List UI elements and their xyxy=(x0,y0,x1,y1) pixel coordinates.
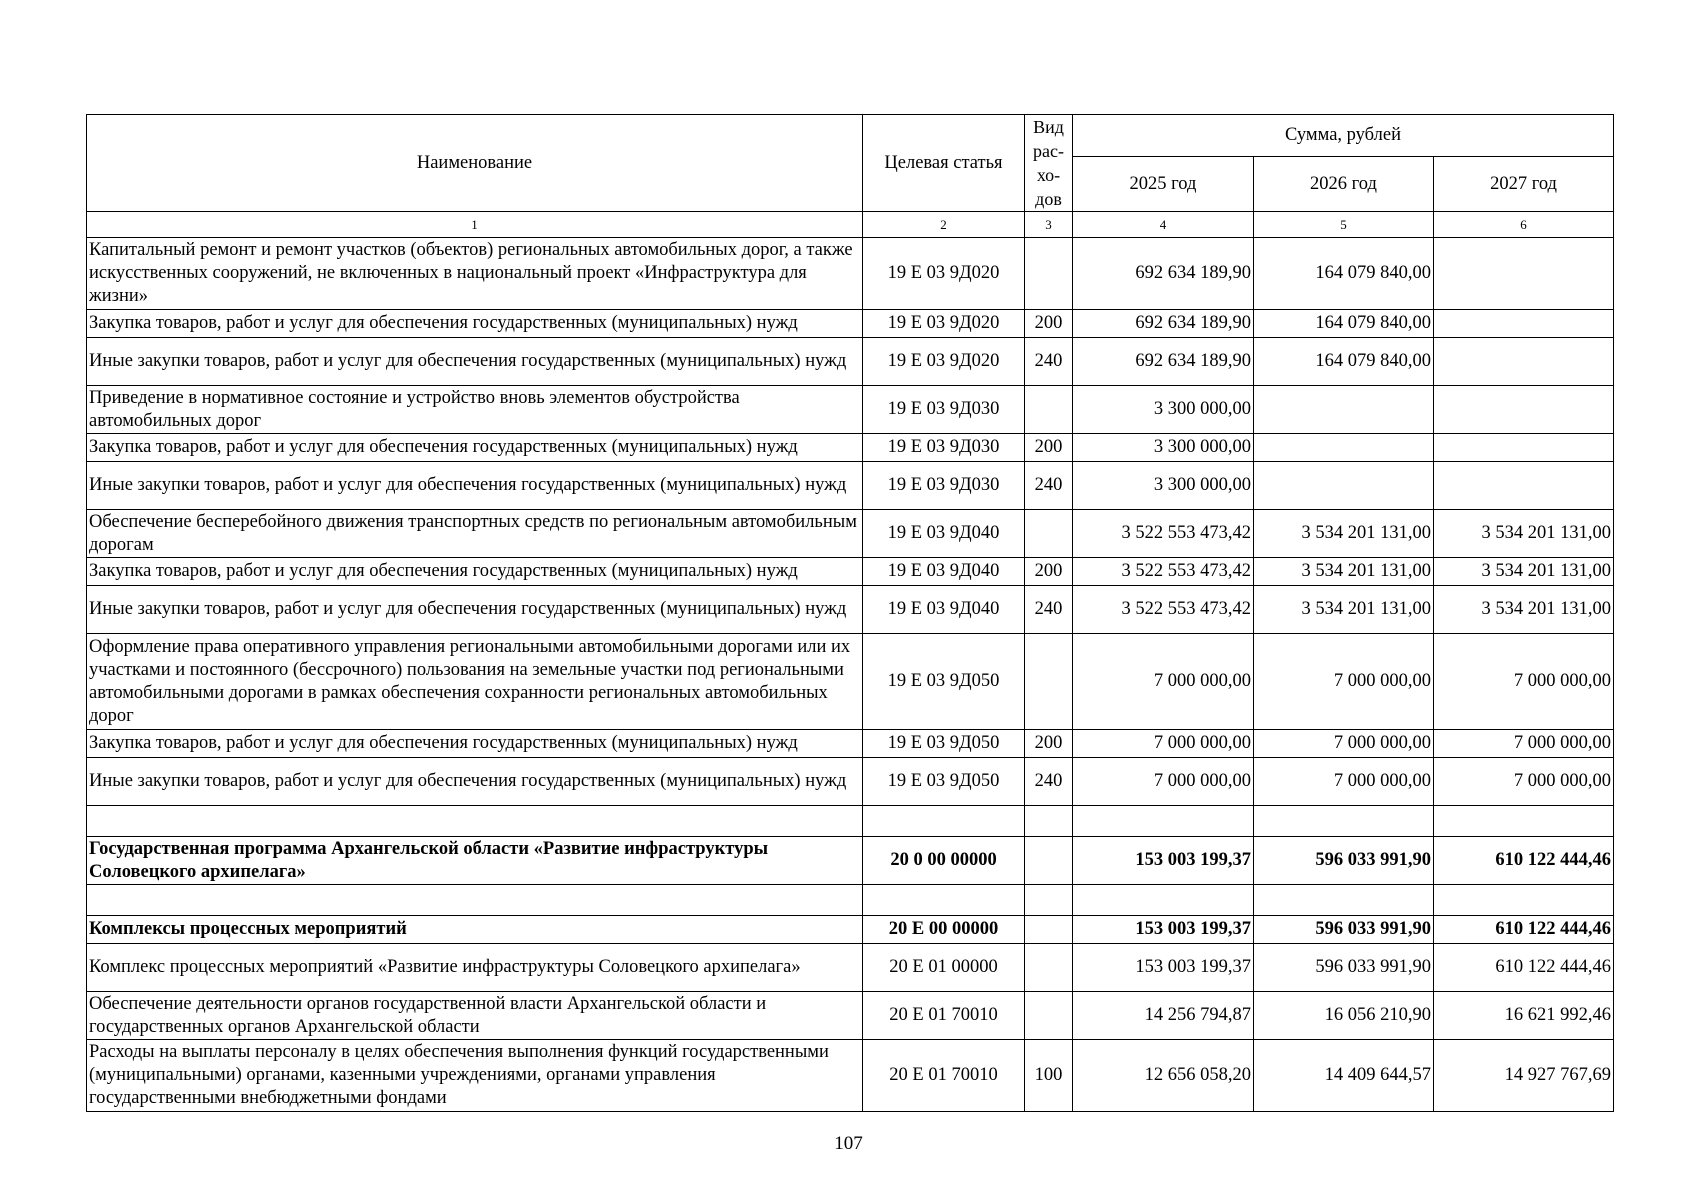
row-target-article: 19 Е 03 9Д050 xyxy=(863,730,1025,758)
row-sum-2026 xyxy=(1254,434,1434,462)
row-target-article: 19 Е 03 9Д020 xyxy=(863,338,1025,386)
row-sum-2027: 3 534 201 131,00 xyxy=(1434,510,1614,558)
column-number: 5 xyxy=(1254,212,1434,238)
row-sum-2026: 7 000 000,00 xyxy=(1254,730,1434,758)
row-sum-2025: 3 522 553 473,42 xyxy=(1073,586,1254,634)
column-number-row xyxy=(87,212,1614,238)
row-name: Обеспечение деятельности органов государственной власти Архангельской области и государственных органов Архангельской области xyxy=(87,992,863,1040)
table-row xyxy=(87,634,1614,730)
row-sum-2025: 12 656 058,20 xyxy=(1073,1040,1254,1112)
header-year-2027: 2027 год xyxy=(1434,157,1614,212)
row-sum-2025 xyxy=(1073,806,1254,837)
row-name xyxy=(87,885,863,916)
header-row xyxy=(87,115,1614,157)
row-target-article xyxy=(863,806,1025,837)
table-row xyxy=(87,238,1614,310)
table-row xyxy=(87,310,1614,338)
table-row xyxy=(87,586,1614,634)
row-target-article: 19 Е 03 9Д020 xyxy=(863,238,1025,310)
row-sum-2025: 692 634 189,90 xyxy=(1073,310,1254,338)
row-expense-type: 240 xyxy=(1025,338,1073,386)
row-sum-2025: 153 003 199,37 xyxy=(1073,916,1254,944)
row-sum-2025: 7 000 000,00 xyxy=(1073,730,1254,758)
header-year-2025: 2025 год xyxy=(1073,157,1254,212)
table-row xyxy=(87,806,1614,837)
row-sum-2026: 16 056 210,90 xyxy=(1254,992,1434,1040)
row-sum-2025: 692 634 189,90 xyxy=(1073,238,1254,310)
row-target-article: 20 Е 01 70010 xyxy=(863,992,1025,1040)
table-row xyxy=(87,1040,1614,1112)
column-number: 3 xyxy=(1025,212,1073,238)
table-row xyxy=(87,386,1614,434)
row-expense-type: 200 xyxy=(1025,310,1073,338)
row-name: Закупка товаров, работ и услуг для обеспечения государственных (муниципальных) нужд xyxy=(87,310,863,338)
row-name: Государственная программа Архангельской области «Развитие инфраструктуры Соловецкого архипелага» xyxy=(87,837,863,885)
table-row xyxy=(87,558,1614,586)
row-sum-2027: 7 000 000,00 xyxy=(1434,730,1614,758)
row-sum-2025: 7 000 000,00 xyxy=(1073,634,1254,730)
row-sum-2027 xyxy=(1434,806,1614,837)
column-number: 6 xyxy=(1434,212,1614,238)
row-name: Закупка товаров, работ и услуг для обеспечения государственных (муниципальных) нужд xyxy=(87,730,863,758)
header-sum: Сумма, рублей xyxy=(1073,115,1614,157)
row-name: Приведение в нормативное состояние и устройство вновь элементов обустройства автомобильных дорог xyxy=(87,386,863,434)
table-body xyxy=(87,238,1614,1112)
row-sum-2027: 16 621 992,46 xyxy=(1434,992,1614,1040)
row-expense-type: 200 xyxy=(1025,434,1073,462)
row-name: Иные закупки товаров, работ и услуг для обеспечения государственных (муниципальных) нужд xyxy=(87,758,863,806)
row-name: Оформление права оперативного управления региональными автомобильными дорогами или их участками и постоянного (бессрочного) пользования на земельные участки под региональными автомобильными дорогами в рамках обеспечения сохранности региональных автомобильных дорог xyxy=(87,634,863,730)
row-sum-2027: 610 122 444,46 xyxy=(1434,916,1614,944)
row-target-article: 19 Е 03 9Д030 xyxy=(863,462,1025,510)
row-target-article xyxy=(863,885,1025,916)
header-year-2026: 2026 год xyxy=(1254,157,1434,212)
row-sum-2026 xyxy=(1254,885,1434,916)
row-sum-2025: 7 000 000,00 xyxy=(1073,758,1254,806)
row-sum-2026 xyxy=(1254,806,1434,837)
row-sum-2027 xyxy=(1434,885,1614,916)
row-sum-2026: 3 534 201 131,00 xyxy=(1254,586,1434,634)
row-sum-2026: 596 033 991,90 xyxy=(1254,944,1434,992)
table-row xyxy=(87,758,1614,806)
row-name: Капитальный ремонт и ремонт участков (объектов) региональных автомобильных дорог, а также искусственных сооружений, не включенных в национальный проект «Инфраструктура для жизни» xyxy=(87,238,863,310)
row-sum-2026 xyxy=(1254,462,1434,510)
row-target-article: 19 Е 03 9Д040 xyxy=(863,510,1025,558)
column-number: 2 xyxy=(863,212,1025,238)
row-sum-2027 xyxy=(1434,434,1614,462)
row-expense-type xyxy=(1025,238,1073,310)
row-sum-2027: 7 000 000,00 xyxy=(1434,758,1614,806)
row-sum-2027: 610 122 444,46 xyxy=(1434,837,1614,885)
row-expense-type xyxy=(1025,386,1073,434)
row-expense-type xyxy=(1025,916,1073,944)
row-name: Закупка товаров, работ и услуг для обеспечения государственных (муниципальных) нужд xyxy=(87,434,863,462)
row-target-article: 19 Е 03 9Д030 xyxy=(863,386,1025,434)
row-target-article: 19 Е 03 9Д040 xyxy=(863,586,1025,634)
row-sum-2026: 14 409 644,57 xyxy=(1254,1040,1434,1112)
row-expense-type xyxy=(1025,806,1073,837)
row-sum-2027 xyxy=(1434,338,1614,386)
row-sum-2027: 14 927 767,69 xyxy=(1434,1040,1614,1112)
row-target-article: 19 Е 03 9Д040 xyxy=(863,558,1025,586)
row-target-article: 20 Е 01 70010 xyxy=(863,1040,1025,1112)
row-target-article: 20 Е 00 00000 xyxy=(863,916,1025,944)
column-number: 1 xyxy=(87,212,863,238)
row-sum-2026: 164 079 840,00 xyxy=(1254,238,1434,310)
row-name: Иные закупки товаров, работ и услуг для обеспечения государственных (муниципальных) нужд xyxy=(87,338,863,386)
row-sum-2026: 596 033 991,90 xyxy=(1254,837,1434,885)
row-sum-2025: 14 256 794,87 xyxy=(1073,992,1254,1040)
row-sum-2025 xyxy=(1073,885,1254,916)
row-expense-type xyxy=(1025,634,1073,730)
row-name: Комплексы процессных мероприятий xyxy=(87,916,863,944)
table-row xyxy=(87,837,1614,885)
row-sum-2026: 7 000 000,00 xyxy=(1254,758,1434,806)
row-sum-2027 xyxy=(1434,238,1614,310)
row-sum-2025: 3 300 000,00 xyxy=(1073,434,1254,462)
row-expense-type xyxy=(1025,885,1073,916)
table-row xyxy=(87,992,1614,1040)
table-row xyxy=(87,462,1614,510)
table-row xyxy=(87,916,1614,944)
row-sum-2026 xyxy=(1254,386,1434,434)
row-expense-type: 200 xyxy=(1025,558,1073,586)
row-expense-type: 240 xyxy=(1025,586,1073,634)
row-sum-2025: 3 522 553 473,42 xyxy=(1073,510,1254,558)
row-sum-2025: 153 003 199,37 xyxy=(1073,944,1254,992)
row-target-article: 20 0 00 00000 xyxy=(863,837,1025,885)
row-sum-2027 xyxy=(1434,386,1614,434)
row-expense-type xyxy=(1025,944,1073,992)
row-sum-2025: 3 300 000,00 xyxy=(1073,386,1254,434)
row-target-article: 19 Е 03 9Д020 xyxy=(863,310,1025,338)
row-sum-2026: 3 534 201 131,00 xyxy=(1254,558,1434,586)
row-sum-2027: 3 534 201 131,00 xyxy=(1434,558,1614,586)
table-row xyxy=(87,944,1614,992)
row-sum-2027 xyxy=(1434,310,1614,338)
row-target-article: 19 Е 03 9Д050 xyxy=(863,634,1025,730)
row-name: Иные закупки товаров, работ и услуг для обеспечения государственных (муниципальных) нужд xyxy=(87,586,863,634)
row-sum-2025: 153 003 199,37 xyxy=(1073,837,1254,885)
row-sum-2026: 596 033 991,90 xyxy=(1254,916,1434,944)
row-expense-type: 240 xyxy=(1025,462,1073,510)
table-row xyxy=(87,885,1614,916)
row-sum-2026: 7 000 000,00 xyxy=(1254,634,1434,730)
row-name: Комплекс процессных мероприятий «Развитие инфраструктуры Соловецкого архипелага» xyxy=(87,944,863,992)
row-name xyxy=(87,806,863,837)
table-row xyxy=(87,730,1614,758)
row-sum-2025: 692 634 189,90 xyxy=(1073,338,1254,386)
table-row xyxy=(87,510,1614,558)
table-row xyxy=(87,434,1614,462)
row-sum-2026: 164 079 840,00 xyxy=(1254,310,1434,338)
row-name: Расходы на выплаты персоналу в целях обеспечения выполнения функций государственными (муниципальными) органами, казенными учреждениями, органами управления государственными внебюджетными фондами xyxy=(87,1040,863,1112)
row-sum-2027: 610 122 444,46 xyxy=(1434,944,1614,992)
row-name: Иные закупки товаров, работ и услуг для обеспечения государственных (муниципальных) нужд xyxy=(87,462,863,510)
header-target-article: Целевая статья xyxy=(863,115,1025,212)
table-row xyxy=(87,338,1614,386)
row-sum-2027: 3 534 201 131,00 xyxy=(1434,586,1614,634)
row-target-article: 19 Е 03 9Д050 xyxy=(863,758,1025,806)
row-expense-type: 100 xyxy=(1025,1040,1073,1112)
budget-table xyxy=(86,114,1614,1112)
page-number: 107 xyxy=(834,1133,863,1154)
row-sum-2025: 3 522 553 473,42 xyxy=(1073,558,1254,586)
row-sum-2027 xyxy=(1434,462,1614,510)
row-sum-2025: 3 300 000,00 xyxy=(1073,462,1254,510)
row-sum-2026: 3 534 201 131,00 xyxy=(1254,510,1434,558)
row-sum-2027: 7 000 000,00 xyxy=(1434,634,1614,730)
row-name: Обеспечение бесперебойного движения транспортных средств по региональным автомобильным дорогам xyxy=(87,510,863,558)
row-expense-type xyxy=(1025,837,1073,885)
row-sum-2026: 164 079 840,00 xyxy=(1254,338,1434,386)
row-expense-type xyxy=(1025,510,1073,558)
header-name: Наименование xyxy=(87,115,863,212)
row-target-article: 19 Е 03 9Д030 xyxy=(863,434,1025,462)
column-number: 4 xyxy=(1073,212,1254,238)
row-target-article: 20 Е 01 00000 xyxy=(863,944,1025,992)
row-name: Закупка товаров, работ и услуг для обеспечения государственных (муниципальных) нужд xyxy=(87,558,863,586)
row-expense-type: 200 xyxy=(1025,730,1073,758)
header-expense-type: Вид рас-хо-дов xyxy=(1025,115,1073,212)
row-expense-type xyxy=(1025,992,1073,1040)
row-expense-type: 240 xyxy=(1025,758,1073,806)
